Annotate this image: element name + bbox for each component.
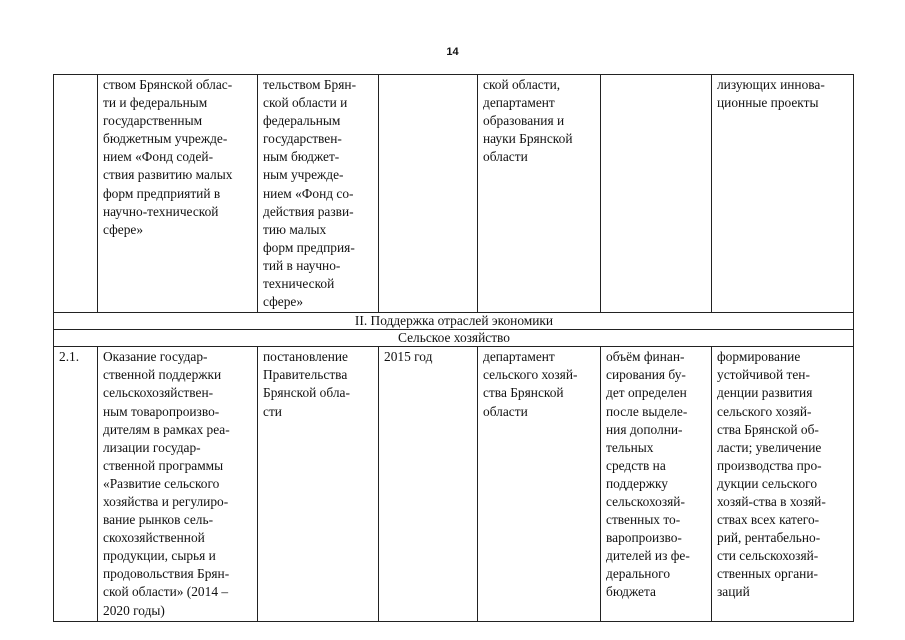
measures-table: [53, 74, 854, 622]
cell-num: 2.1.: [54, 347, 98, 621]
cell-measure: Оказание государ- ственной поддержки сельскохозяйствен- ным товаропроизво- дителям в рамках реа- лизации государ- ственной программы «Развитие сельского хозяйства и регулиро- вание рынков сель- скохозяйственной продукции, сырья и продовольствия Брян- ской области» (2014 – 2020 годы): [98, 347, 258, 621]
cell-executor: ской области, департамент образования и науки Брянской области: [478, 75, 601, 313]
cell-term: [379, 75, 478, 313]
section-header-row: [54, 313, 854, 330]
section-title: II. Поддержка отраслей экономики: [54, 313, 854, 330]
subsection-header-row: [54, 330, 854, 347]
cell-document: тельством Брян- ской области и федеральным государствен- ным бюджет- ным учрежде- нием «Фонд со- действия разви- тию малых форм предприя- тий в научно- технической сфере»: [258, 75, 379, 313]
cell-measure: ством Брянской облас- ти и федеральным государственным бюджетным учрежде- нием «Фонд содей- ствия развитию малых форм предприятий в научно-технической сфере»: [98, 75, 258, 313]
cell-term: 2015 год: [379, 347, 478, 621]
subsection-title: Сельское хозяйство: [54, 330, 854, 347]
cell-financing: объём финан- сирования бу- дет определен после выделе- ния дополни- тельных средств на поддержку сельскохозяй- ственных то- варопроизво- дителей из фе- дерального бюджета: [601, 347, 712, 621]
page-number: 14: [446, 46, 459, 58]
cell-financing: [601, 75, 712, 313]
cell-document: постановление Правительства Брянской обла- сти: [258, 347, 379, 621]
cell-executor: департамент сельского хозяй- ства Брянской области: [478, 347, 601, 621]
table-row-2-1: [54, 347, 854, 621]
cell-result: формирование устойчивой тен- денции развития сельского хозяй- ства Брянской об- ласти; увеличение производства про- дукции сельского хозяй-ства в хозяй- ствах всех катего- рий, рентабельно- сти сельскохозяй- ственных органи- заций: [712, 347, 854, 621]
table-row-continued: [54, 75, 854, 313]
cell-result: лизующих иннова- ционные проекты: [712, 75, 854, 313]
cell-num: [54, 75, 98, 313]
